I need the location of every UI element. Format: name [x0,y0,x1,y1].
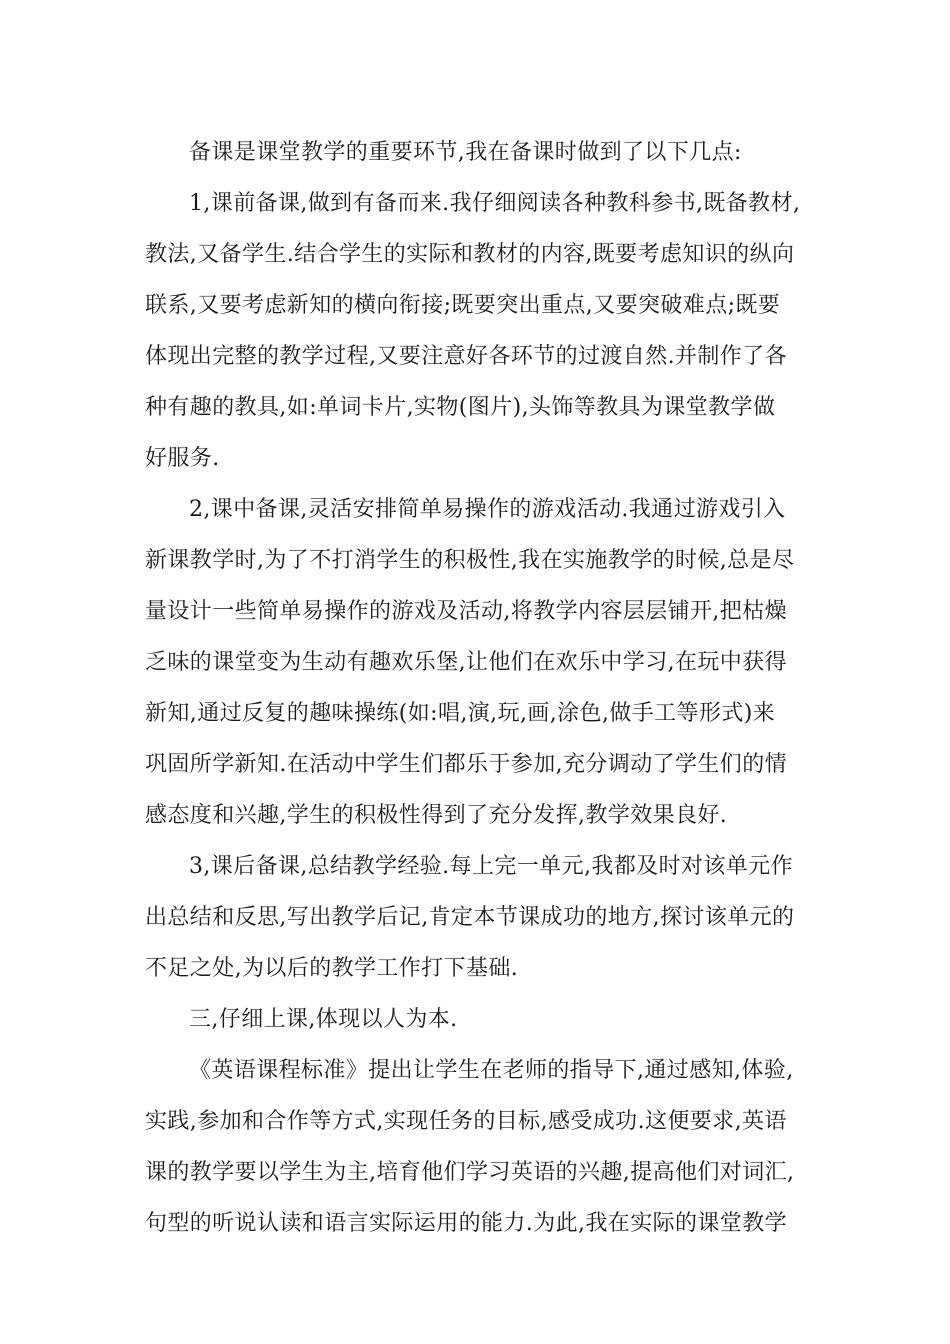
paragraph-2-line-7: 感态度和兴趣,学生的积极性得到了充分发挥,教学效果良好. [145,803,728,828]
paragraph-2-line-3: 量设计一些简单易操作的游戏及活动,将教学内容层层铺开,把枯燥 [145,599,787,624]
paragraph-1-line-5: 种有趣的教具,如:单词卡片,实物(图片),头饰等教具为课堂教学做 [145,395,776,420]
paragraph-1-line-1: 1,课前备课,做到有备而来.我仔细阅读各种教科参书,既备教材, [189,191,801,216]
paragraph-1-line-6: 好服务. [145,446,220,471]
paragraph-2-line-2: 新课教学时,为了不打消学生的积极性,我在实施教学的时候,总是尽 [145,548,795,573]
paragraph-2-line-5: 新知,通过反复的趣味操练(如:唱,演,玩,画,涂色,做手工等形式)来 [145,701,776,726]
paragraph-1-line-4: 体现出完整的教学过程,又要注意好各环节的过渡自然.并制作了各 [145,344,787,369]
paragraph-3-line-1: 3,课后备课,总结教学经验.每上完一单元,我都及时对该单元作 [189,854,793,879]
document-body [145,127,815,1249]
paragraph-2-line-6: 巩固所学新知.在活动中学生们都乐于参加,充分调动了学生们的情 [145,752,787,777]
paragraph-2-line-4: 乏味的课堂变为生动有趣欢乐堡,让他们在欢乐中学习,在玩中获得 [145,650,787,675]
paragraph-2-line-1: 2,课中备课,灵活安排简单易操作的游戏活动.我通过游戏引入 [189,497,786,522]
paragraph-4-line-3: 课的教学要以学生为主,培育他们学习英语的兴趣,提高他们对词汇, [145,1160,795,1185]
paragraph-4-line-4: 句型的听说认读和语言实际运用的能力.为此,我在实际的课堂教学 [145,1211,787,1236]
paragraph-3-line-2: 出总结和反思,写出教学后记,肯定本节课成功的地方,探讨该单元的 [145,905,795,930]
paragraph-3-line-3: 不足之处,为以后的教学工作打下基础. [145,956,519,981]
paragraph-1-line-2: 教法,又备学生.结合学生的实际和教材的内容,既要考虑知识的纵向 [145,242,795,267]
paragraph-intro-line-1: 备课是课堂教学的重要环节,我在备课时做到了以下几点: [189,140,742,165]
section-heading-3: 三,仔细上课,体现以人为本. [189,1007,458,1032]
paragraph-1-line-3: 联系,又要考虑新知的横向衔接;既要突出重点,又要突破难点;既要 [145,293,781,318]
paragraph-4-line-2: 实践,参加和合作等方式,实现任务的目标,感受成功.这便要求,英语 [145,1109,787,1134]
paragraph-4-line-1: 《英语课程标准》提出让学生在老师的指导下,通过感知,体验, [189,1058,794,1083]
